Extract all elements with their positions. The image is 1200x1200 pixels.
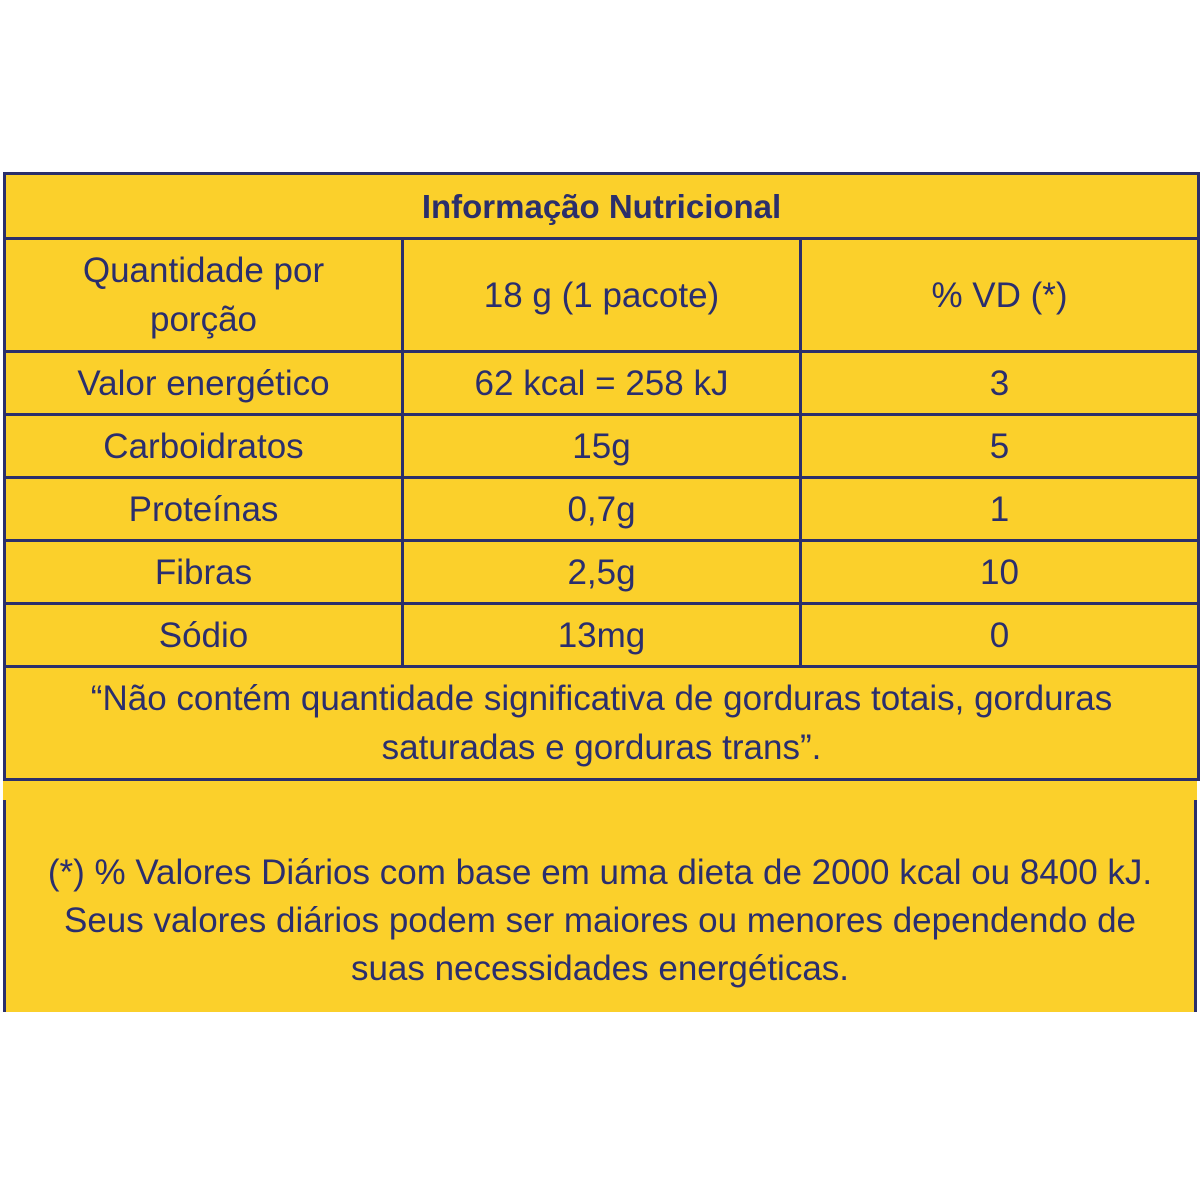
table-title: Informação Nutricional — [5, 174, 1199, 239]
table-row — [5, 478, 1199, 541]
nutrient-amount: 13mg — [403, 604, 801, 667]
dv-header: % VD (*) — [801, 239, 1199, 352]
footnote-line3: suas necessidades energéticas. — [350, 949, 850, 988]
portion-label — [5, 239, 403, 352]
portion-row — [5, 239, 1199, 352]
portion-label-line1: Quantidade por — [82, 251, 325, 290]
nutrient-dv: 1 — [801, 478, 1199, 541]
table-row — [5, 604, 1199, 667]
fat-note — [5, 667, 1199, 780]
nutrient-dv: 5 — [801, 415, 1199, 478]
footnote-line2: Seus valores diários podem ser maiores ou menores dependendo de — [63, 901, 1136, 940]
nutrition-table — [3, 172, 1200, 781]
daily-values-footnote — [3, 800, 1197, 1012]
nutrient-dv: 0 — [801, 604, 1199, 667]
table-row — [5, 352, 1199, 415]
fat-note-line1: “Não contém quantidade significativa de gorduras totais, gorduras — [90, 679, 1113, 718]
portion-amount: 18 g (1 pacote) — [403, 239, 801, 352]
nutrient-dv: 3 — [801, 352, 1199, 415]
nutrient-name: Proteínas — [5, 478, 403, 541]
nutrient-name: Valor energético — [5, 352, 403, 415]
nutrient-amount: 15g — [403, 415, 801, 478]
fat-note-row — [5, 667, 1199, 780]
table-row — [5, 541, 1199, 604]
nutrient-amount: 2,5g — [403, 541, 801, 604]
footnote-line1: (*) % Valores Diários com base em uma dieta de 2000 kcal ou 8400 kJ. — [47, 853, 1153, 892]
nutrient-amount: 0,7g — [403, 478, 801, 541]
nutrition-label — [3, 172, 1197, 1012]
nutrient-name: Sódio — [5, 604, 403, 667]
portion-label-line2: porção — [149, 300, 258, 339]
nutrient-name: Carboidratos — [5, 415, 403, 478]
nutrient-name: Fibras — [5, 541, 403, 604]
nutrient-amount: 62 kcal = 258 kJ — [403, 352, 801, 415]
nutrient-dv: 10 — [801, 541, 1199, 604]
title-row — [5, 174, 1199, 239]
fat-note-line2: saturadas e gorduras trans”. — [381, 728, 822, 767]
table-row — [5, 415, 1199, 478]
